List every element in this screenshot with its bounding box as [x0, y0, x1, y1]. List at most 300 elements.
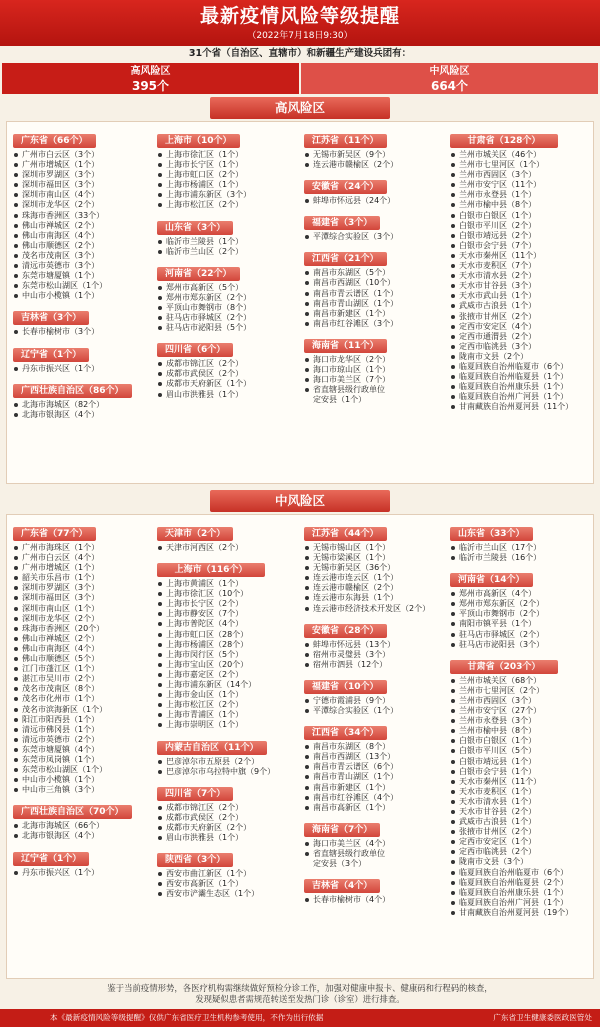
district-item: 临沂市兰山区（17个）	[450, 543, 592, 553]
district-item: 南昌市红谷滩区（3个）	[304, 319, 446, 329]
district-list	[304, 839, 446, 869]
district-item: 江门市蓬江区（1个）	[13, 664, 153, 674]
district-item: 广州市白云区（3个）	[13, 150, 153, 160]
district-list	[304, 232, 446, 242]
issuer-name: 广东省卫生健康委医政医管处	[493, 1013, 592, 1022]
mid-risk-total-label: 中风险区	[429, 66, 470, 77]
district-item: 东莞市凤岗镇（1个）	[13, 755, 153, 765]
province-block	[450, 567, 592, 650]
district-item: 临夏回族自治州临夏县（2个）	[450, 878, 592, 888]
province-block	[304, 210, 446, 242]
district-item: 海口市美兰区（7个）	[304, 375, 446, 385]
district-item: 天水市麦积区（1个）	[450, 787, 592, 797]
district-item: 省直辖县级行政单位	[304, 849, 446, 859]
high-risk-section-title: 高风险区	[210, 97, 390, 119]
province-title: 甘肃省（203个）	[450, 660, 558, 674]
province-block	[13, 846, 153, 878]
province-block	[157, 735, 297, 777]
district-item: 上海市松江区（2个）	[157, 200, 297, 210]
province-block	[304, 128, 446, 170]
district-item: 深圳市南山区（1个）	[13, 604, 153, 614]
district-item: 上海市浦东新区（3个）	[157, 190, 297, 200]
district-item: 省直辖县级行政单位	[304, 385, 446, 395]
district-item: 南昌市青山湖区（1个）	[304, 299, 446, 309]
district-item: 定西市通渭县（2个）	[450, 332, 592, 342]
province-title: 江西省（34个）	[304, 726, 387, 740]
update-time: （2022年7月18日9:30）	[247, 31, 353, 41]
district-item: 长春市榆树市（3个）	[13, 327, 153, 337]
district-item: 上海市徐汇区（10个）	[157, 589, 297, 599]
district-item: 丹东市振兴区（1个）	[13, 364, 153, 374]
district-item: 驻马店市泌阳县（5个）	[157, 323, 297, 333]
district-item: 甘南藏族自治州夏河县（11个）	[450, 402, 592, 412]
district-item: 临夏回族自治州临夏市（6个）	[450, 868, 592, 878]
province-block	[450, 521, 592, 563]
province-block	[157, 781, 297, 843]
province-title: 天津市（2个）	[157, 527, 233, 541]
province-title: 广东省（77个）	[13, 527, 96, 541]
province-block	[13, 128, 153, 301]
header	[0, 0, 600, 46]
district-item: 甘南藏族自治州夏河县（19个）	[450, 908, 592, 918]
district-item: 白银市会宁县（7个）	[450, 241, 592, 251]
district-item: 南昌市新建区（1个）	[304, 783, 446, 793]
district-item: 临夏回族自治州康乐县（1个）	[450, 382, 592, 392]
province-title: 甘肃省（128个）	[450, 134, 558, 148]
district-item: 宁德市霞浦县（9个）	[304, 696, 446, 706]
district-item: 巴彦淖尔市五原县（2个）	[157, 757, 297, 767]
district-list	[450, 676, 592, 918]
district-list	[13, 821, 153, 841]
district-item: 西安市浐灞生态区（1个）	[157, 889, 297, 899]
province-block	[304, 817, 446, 869]
district-list	[157, 237, 297, 257]
district-item: 丹东市振兴区（1个）	[13, 868, 153, 878]
district-item: 深圳市南山区（4个）	[13, 190, 153, 200]
district-item: 武威市古浪县（1个）	[450, 301, 592, 311]
province-block	[13, 305, 153, 337]
province-block	[157, 215, 297, 257]
district-item: 平潭综合实验区（3个）	[304, 232, 446, 242]
district-item: 南昌市东湖区（5个）	[304, 268, 446, 278]
high-risk-total-count: 395个	[131, 79, 170, 93]
district-list	[157, 543, 297, 553]
district-item: 海口市美兰区（4个）	[304, 839, 446, 849]
district-item: 清远市英德市（2个）	[13, 735, 153, 745]
district-item: 临沂市兰山区（2个）	[157, 247, 297, 257]
district-item: 佛山市禅城区（2个）	[13, 221, 153, 231]
district-item: 北海市海城区（82个）	[13, 400, 153, 410]
district-item: 定西市临洮县（2个）	[450, 847, 592, 857]
district-list	[304, 355, 446, 405]
district-item: 广州市增城区（1个）	[13, 563, 153, 573]
district-item: 天水市清水县（2个）	[450, 271, 592, 281]
district-item: 上海市金山区（1个）	[157, 690, 297, 700]
province-block	[304, 618, 446, 670]
district-item: 北海市海城区（66个）	[13, 821, 153, 831]
province-title: 广东省（66个）	[13, 134, 96, 148]
district-list	[304, 895, 446, 905]
district-item: 上海市松江区（2个）	[157, 700, 297, 710]
district-item: 佛山市南海区（4个）	[13, 231, 153, 241]
district-item: 平潭综合实验区（1个）	[304, 706, 446, 716]
district-item: 深圳市龙华区（2个）	[13, 200, 153, 210]
district-item: 南昌市红谷滩区（4个）	[304, 793, 446, 803]
district-item: 定西市安定区（4个）	[450, 322, 592, 332]
province-block	[157, 128, 297, 211]
province-block	[157, 337, 297, 399]
province-title: 广西壮族自治区（86个）	[13, 384, 132, 398]
district-item: 南昌市东湖区（8个）	[304, 742, 446, 752]
province-block	[157, 557, 297, 730]
footer-text	[6, 983, 594, 1005]
district-item: 平顶山市舞钢市（8个）	[157, 303, 297, 313]
province-title: 安徽省（24个）	[304, 180, 387, 194]
province-block	[304, 720, 446, 813]
district-list	[157, 579, 297, 730]
district-item: 海口市龙华区（2个）	[304, 355, 446, 365]
province-block	[450, 654, 592, 918]
district-list	[157, 283, 297, 333]
district-item: 兰州市城关区（68个）	[450, 676, 592, 686]
district-item: 兰州市安宁区（27个）	[450, 706, 592, 716]
district-item: 上海市青浦区（1个）	[157, 710, 297, 720]
district-list	[13, 150, 153, 301]
district-item: 兰州市七里河区（2个）	[450, 686, 592, 696]
district-item: 临沂市兰陵县（16个）	[450, 553, 592, 563]
district-item: 上海市浦东新区（14个）	[157, 680, 297, 690]
summary-text: 31个省（自治区、直辖市）和新疆生产建设兵团有：	[188, 48, 412, 59]
district-item: 南昌市高新区（1个）	[304, 803, 446, 813]
district-item: 中山市三角镇（3个）	[13, 785, 153, 795]
district-list	[304, 196, 446, 206]
district-item: 阳江市阳西县（1个）	[13, 715, 153, 725]
district-item: 南昌市西湖区（10个）	[304, 278, 446, 288]
district-item: 白银市靖远县（1个）	[450, 757, 592, 767]
district-item: 郑州市郑东新区（2个）	[157, 293, 297, 303]
district-item: 天津市河西区（2个）	[157, 543, 297, 553]
district-item: 天水市秦州区（11个）	[450, 251, 592, 261]
district-item: 广州市海珠区（1个）	[13, 543, 153, 553]
district-item: 南昌市西湖区（13个）	[304, 752, 446, 762]
district-item: 天水市麦积区（7个）	[450, 261, 592, 271]
district-item: 成都市天府新区（2个）	[157, 823, 297, 833]
province-block	[157, 521, 297, 553]
district-item: 深圳市福田区（3个）	[13, 593, 153, 603]
province-title: 内蒙古自治区（11个）	[157, 741, 267, 755]
high-risk-column-4	[450, 128, 592, 416]
district-item: 成都市武侯区（2个）	[157, 813, 297, 823]
province-title: 福建省（10个）	[304, 680, 387, 694]
district-item: 张掖市甘州区（2个）	[450, 312, 592, 322]
district-item: 中山市小榄镇（1个）	[13, 775, 153, 785]
district-item: 上海市闵行区（5个）	[157, 650, 297, 660]
district-item: 武威市古浪县（1个）	[450, 817, 592, 827]
high-risk-column-1	[13, 128, 153, 424]
district-item: 白银市白银区（1个）	[450, 211, 592, 221]
district-item: 白银市白银区（1个）	[450, 736, 592, 746]
district-item: 定安县（1个）	[313, 395, 367, 405]
district-item: 成都市天府新区（1个）	[157, 379, 297, 389]
district-item: 连云港市赣榆区（2个）	[304, 160, 446, 170]
province-block	[13, 521, 153, 795]
high-risk-total	[2, 63, 299, 94]
district-item: 湛江市吴川市（2个）	[13, 674, 153, 684]
district-list	[450, 543, 592, 563]
footer-line-1: 鉴于当前疫情形势，各医疗机构需继续做好预检分诊工作，加强对健康申报卡、健康码和行程码的核查，	[107, 983, 493, 993]
district-item: 上海市普陀区（4个）	[157, 619, 297, 629]
district-item: 临夏回族自治州广河县（1个）	[450, 392, 592, 402]
district-item: 兰州市榆中县（8个）	[450, 726, 592, 736]
district-item: 上海市崇明区（1个）	[157, 720, 297, 730]
province-block	[450, 128, 592, 412]
district-item: 南昌市青山湖区（1个）	[304, 772, 446, 782]
district-item: 连云港市赣榆区（2个）	[304, 583, 446, 593]
district-item: 茂名市滨海新区（1个）	[13, 705, 153, 715]
district-item: 眉山市洪雅县（1个）	[157, 390, 297, 400]
district-item: 兰州市安宁区（11个）	[450, 180, 592, 190]
district-item: 佛山市南海区（4个）	[13, 644, 153, 654]
district-item: 陇南市文县（3个）	[450, 857, 592, 867]
district-item: 东莞市塘厦镇（4个）	[13, 745, 153, 755]
province-title: 江西省（21个）	[304, 252, 387, 266]
district-item: 无锡市新吴区（36个）	[304, 563, 446, 573]
province-block	[304, 521, 446, 614]
district-item: 郑州市郑东新区（2个）	[450, 599, 592, 609]
province-block	[157, 847, 297, 899]
mid-risk-column-4	[450, 521, 592, 922]
district-list	[13, 364, 153, 374]
district-item: 平顶山市舞钢市（2个）	[450, 609, 592, 619]
district-item: 天水市武山县（1个）	[450, 291, 592, 301]
district-item: 珠海市香洲区（33个）	[13, 211, 153, 221]
district-item: 定安县（3个）	[313, 858, 367, 868]
district-item: 广州市白云区（4个）	[13, 553, 153, 563]
district-item: 茂名市茂南区（8个）	[13, 684, 153, 694]
district-item: 白银市靖远县（2个）	[450, 231, 592, 241]
district-item: 天水市秦州区（11个）	[450, 777, 592, 787]
province-block	[13, 799, 153, 841]
district-list	[450, 150, 592, 412]
district-item: 白银市平川区（5个）	[450, 746, 592, 756]
district-item: 西安市高新区（1个）	[157, 879, 297, 889]
district-item: 清远市佛冈县（1个）	[13, 725, 153, 735]
district-item: 兰州市永登县（3个）	[450, 716, 592, 726]
district-item: 东莞市松山湖区（1个）	[13, 281, 153, 291]
district-item: 连云港市经济技术开发区（2个）	[304, 604, 446, 614]
province-title: 河南省（14个）	[450, 573, 533, 587]
province-title: 辽宁省（1个）	[13, 852, 89, 866]
district-item: 驻马店市驿城区（2个）	[157, 313, 297, 323]
district-item: 上海市虹口区（28个）	[157, 630, 297, 640]
district-item: 郑州市高新区（5个）	[157, 283, 297, 293]
province-title: 福建省（3个）	[304, 216, 380, 230]
province-title: 河南省（22个）	[157, 267, 240, 281]
district-item: 眉山市洪雅县（1个）	[157, 833, 297, 843]
district-item: 上海市虹口区（2个）	[157, 170, 297, 180]
district-item: 上海市嘉定区（2个）	[157, 670, 297, 680]
province-block	[13, 378, 153, 420]
district-item: 长春市榆树市（4个）	[304, 895, 446, 905]
district-item: 驻马店市泌阳县（3个）	[450, 640, 592, 650]
high-risk-column-2	[157, 128, 297, 404]
district-item: 中山市小榄镇（1个）	[13, 291, 153, 301]
district-item: 无锡市新吴区（9个）	[304, 150, 446, 160]
mid-risk-column-3	[304, 521, 446, 909]
district-item: 陇南市文县（2个）	[450, 352, 592, 362]
district-item: 茂名市茂南区（3个）	[13, 251, 153, 261]
province-block	[304, 174, 446, 206]
district-list	[304, 543, 446, 614]
district-list	[450, 589, 592, 650]
district-item: 上海市杨浦区（28个）	[157, 640, 297, 650]
district-item: 深圳市龙华区（2个）	[13, 614, 153, 624]
district-item: 上海市黄浦区（1个）	[157, 579, 297, 589]
district-list	[304, 696, 446, 716]
province-block	[13, 342, 153, 374]
province-block	[304, 246, 446, 329]
page-title: 最新疫情风险等级提醒	[199, 5, 400, 27]
district-item: 宿州市泗县（12个）	[304, 660, 446, 670]
district-item: 上海市杨浦区（1个）	[157, 180, 297, 190]
province-block	[304, 873, 446, 905]
province-title: 上海市（10个）	[157, 134, 240, 148]
district-item: 成都市锦江区（2个）	[157, 359, 297, 369]
district-item: 上海市长宁区（2个）	[157, 599, 297, 609]
district-list	[304, 742, 446, 813]
mid-risk-section-title: 中风险区	[210, 490, 390, 512]
district-item: 无锡市锡山区（1个）	[304, 543, 446, 553]
province-title: 吉林省（3个）	[13, 311, 89, 325]
district-item: 兰州市七里河区（1个）	[450, 160, 592, 170]
district-item: 西安市曲江新区（1个）	[157, 869, 297, 879]
district-item: 海口市琼山区（1个）	[304, 365, 446, 375]
province-title: 上海市（116个）	[157, 563, 265, 577]
district-item: 成都市武侯区（2个）	[157, 369, 297, 379]
district-item: 白银市会宁县（1个）	[450, 767, 592, 777]
province-title: 安徽省（28个）	[304, 624, 387, 638]
district-item: 深圳市罗湖区（3个）	[13, 170, 153, 180]
high-risk-total-label: 高风险区	[130, 66, 171, 77]
district-item: 定西市临洮县（3个）	[450, 342, 592, 352]
mid-risk-column-1	[13, 521, 153, 882]
district-item: 兰州市城关区（46个）	[450, 150, 592, 160]
district-item: 佛山市顺德区（5个）	[13, 654, 153, 664]
district-item: 北海市银海区（4个）	[13, 410, 153, 420]
district-list	[157, 803, 297, 843]
province-title: 海南省（11个）	[304, 339, 387, 353]
district-item: 兰州市西固区（3个）	[450, 696, 592, 706]
high-risk-panel	[6, 121, 594, 484]
district-list	[304, 150, 446, 170]
district-item: 上海市静安区（7个）	[157, 609, 297, 619]
district-item: 南昌市青云谱区（6个）	[304, 762, 446, 772]
district-item: 上海市宝山区（20个）	[157, 660, 297, 670]
district-item: 兰州市永登县（1个）	[450, 190, 592, 200]
province-title: 陕西省（3个）	[157, 853, 233, 867]
district-item: 蚌埠市怀远县（13个）	[304, 640, 446, 650]
district-item: 临沂市兰陵县（1个）	[157, 237, 297, 247]
district-item: 蚌埠市怀远县（24个）	[304, 196, 446, 206]
district-item: 佛山市顺德区（2个）	[13, 241, 153, 251]
district-item: 北海市银海区（4个）	[13, 831, 153, 841]
district-list	[13, 868, 153, 878]
mid-risk-total-count: 664个	[430, 79, 469, 93]
district-item: 巴彦淖尔市乌拉特中旗（9个）	[157, 767, 297, 777]
district-list	[13, 543, 153, 795]
province-title: 吉林省（4个）	[304, 879, 380, 893]
province-block	[304, 333, 446, 405]
district-item: 临夏回族自治州临夏市（6个）	[450, 362, 592, 372]
district-item: 无锡市梁溪区（1个）	[304, 553, 446, 563]
district-item: 成都市锦江区（2个）	[157, 803, 297, 813]
district-list	[157, 359, 297, 399]
province-title: 山东省（33个）	[450, 527, 533, 541]
province-block	[157, 261, 297, 333]
province-title: 辽宁省（1个）	[13, 348, 89, 362]
high-risk-column-3	[304, 128, 446, 409]
footer-line-2: 发现疑似患者需规范转送至发热门诊（诊室）进行排查。	[195, 994, 405, 1004]
district-list	[13, 327, 153, 337]
district-item: 连云港市连云区（1个）	[304, 573, 446, 583]
district-item: 天水市甘谷县（2个）	[450, 807, 592, 817]
district-item: 临夏回族自治州康乐县（1个）	[450, 888, 592, 898]
district-item: 天水市甘谷县（3个）	[450, 281, 592, 291]
district-item: 宿州市灵璧县（3个）	[304, 650, 446, 660]
district-item: 临夏回族自治州广河县（1个）	[450, 898, 592, 908]
province-block	[304, 674, 446, 716]
district-list	[157, 757, 297, 777]
district-item: 东莞市塘厦镇（1个）	[13, 271, 153, 281]
mid-risk-panel	[6, 514, 594, 979]
district-list	[304, 640, 446, 670]
province-title: 四川省（6个）	[157, 343, 233, 357]
district-item: 韶关市乐昌市（1个）	[13, 573, 153, 583]
footer-note-bar	[0, 1009, 600, 1027]
district-item: 兰州市榆中县（8个）	[450, 200, 592, 210]
province-title: 海南省（7个）	[304, 823, 380, 837]
district-item: 上海市长宁区（1个）	[157, 160, 297, 170]
province-title: 四川省（7个）	[157, 787, 233, 801]
district-item: 深圳市罗湖区（3个）	[13, 583, 153, 593]
district-item: 茂名市化州市（1个）	[13, 694, 153, 704]
district-item: 郑州市高新区（4个）	[450, 589, 592, 599]
district-item: 珠海市香洲区（20个）	[13, 624, 153, 634]
district-item: 广州市增城区（1个）	[13, 160, 153, 170]
district-item: 清远市英德市（3个）	[13, 261, 153, 271]
district-item: 南阳市镇平县（1个）	[450, 619, 592, 629]
district-list	[304, 268, 446, 329]
province-title: 山东省（3个）	[157, 221, 233, 235]
district-item: 定西市安定区（1个）	[450, 837, 592, 847]
district-item: 深圳市福田区（3个）	[13, 180, 153, 190]
district-item: 南昌市青云谱区（1个）	[304, 289, 446, 299]
district-item: 天水市清水县（1个）	[450, 797, 592, 807]
province-title: 广西壮族自治区（70个）	[13, 805, 132, 819]
district-item: 兰州市西固区（3个）	[450, 170, 592, 180]
district-item: 东莞市松山湖区（1个）	[13, 765, 153, 775]
province-title: 江苏省（11个）	[304, 134, 387, 148]
district-item: 驻马店市驿城区（2个）	[450, 630, 592, 640]
province-title: 江苏省（44个）	[304, 527, 387, 541]
mid-risk-total	[301, 63, 598, 94]
district-item: 佛山市禅城区（2个）	[13, 634, 153, 644]
district-list	[157, 150, 297, 211]
district-item: 南昌市新建区（1个）	[304, 309, 446, 319]
mid-risk-column-2	[157, 521, 297, 903]
district-item: 连云港市东海县（1个）	[304, 593, 446, 603]
district-item: 上海市徐汇区（1个）	[157, 150, 297, 160]
